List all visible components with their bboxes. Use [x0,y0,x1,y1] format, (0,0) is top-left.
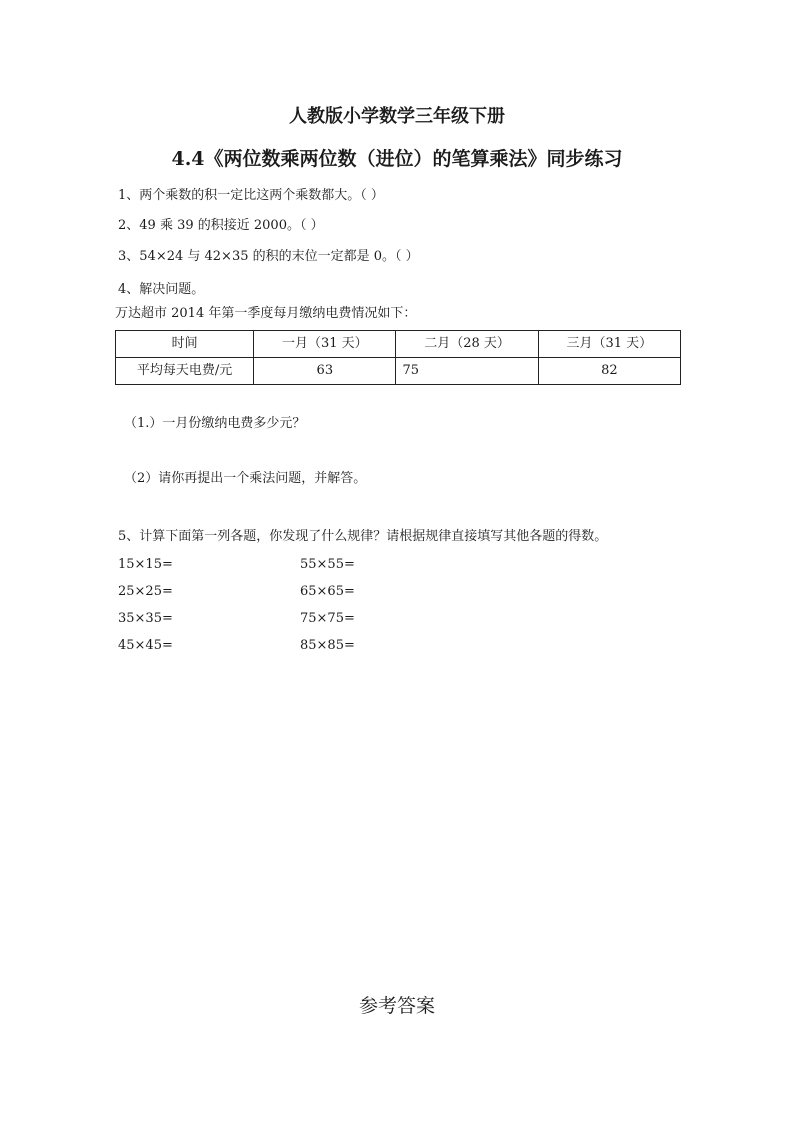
table-header-cell: 三月（31 天） [538,331,680,358]
table-cell: 82 [538,358,680,385]
question-3: 3、54×24 与 42×35 的积的末位一定都是 0。（ ） [118,249,419,264]
table-header-cell: 一月（31 天） [254,331,396,358]
equation-right-2: 65×65= [300,584,355,599]
table-cell: 63 [254,358,396,385]
question-1: 1、两个乘数的积一定比这两个乘数都大。（ ） [118,188,384,203]
equation-right-3: 75×75= [300,611,355,626]
question-4: 4、解决问题。 [118,282,205,297]
table-row [116,358,681,385]
equation-right-4: 85×85= [300,638,355,653]
question-4-intro: 万达超市 2014 年第一季度每月缴纳电费情况如下： [115,306,417,321]
electricity-fee-table [115,330,681,385]
table-cell: 75 [396,358,538,385]
table-header-row [116,331,681,358]
equation-left-4: 45×45= [118,638,173,653]
equation-left-2: 25×25= [118,584,173,599]
table-row-label: 平均每天电费/元 [116,358,254,385]
equation-right-1: 55×55= [300,557,355,572]
table-header-cell: 时间 [116,331,254,358]
question-4-part-2: （2）请你再提出一个乘法问题，并解答。 [124,471,367,486]
question-5: 5、计算下面第一列各题，你发现了什么规律？请根据规律直接填写其他各题的得数。 [118,529,608,544]
exercise-title: 4.4《两位数乘两位数（进位）的笔算乘法》同步练习 [171,148,623,170]
document-title: 人教版小学数学三年级下册 [289,106,505,127]
equation-left-1: 15×15= [118,557,173,572]
question-2: 2、49 乘 39 的积接近 2000。（ ） [118,218,324,233]
answer-section-title: 参考答案 [358,995,435,1017]
table-header-cell: 二月（28 天） [396,331,538,358]
question-4-part-1: （1.）一月份缴纳电费多少元？ [124,416,306,431]
equation-left-3: 35×35= [118,611,173,626]
